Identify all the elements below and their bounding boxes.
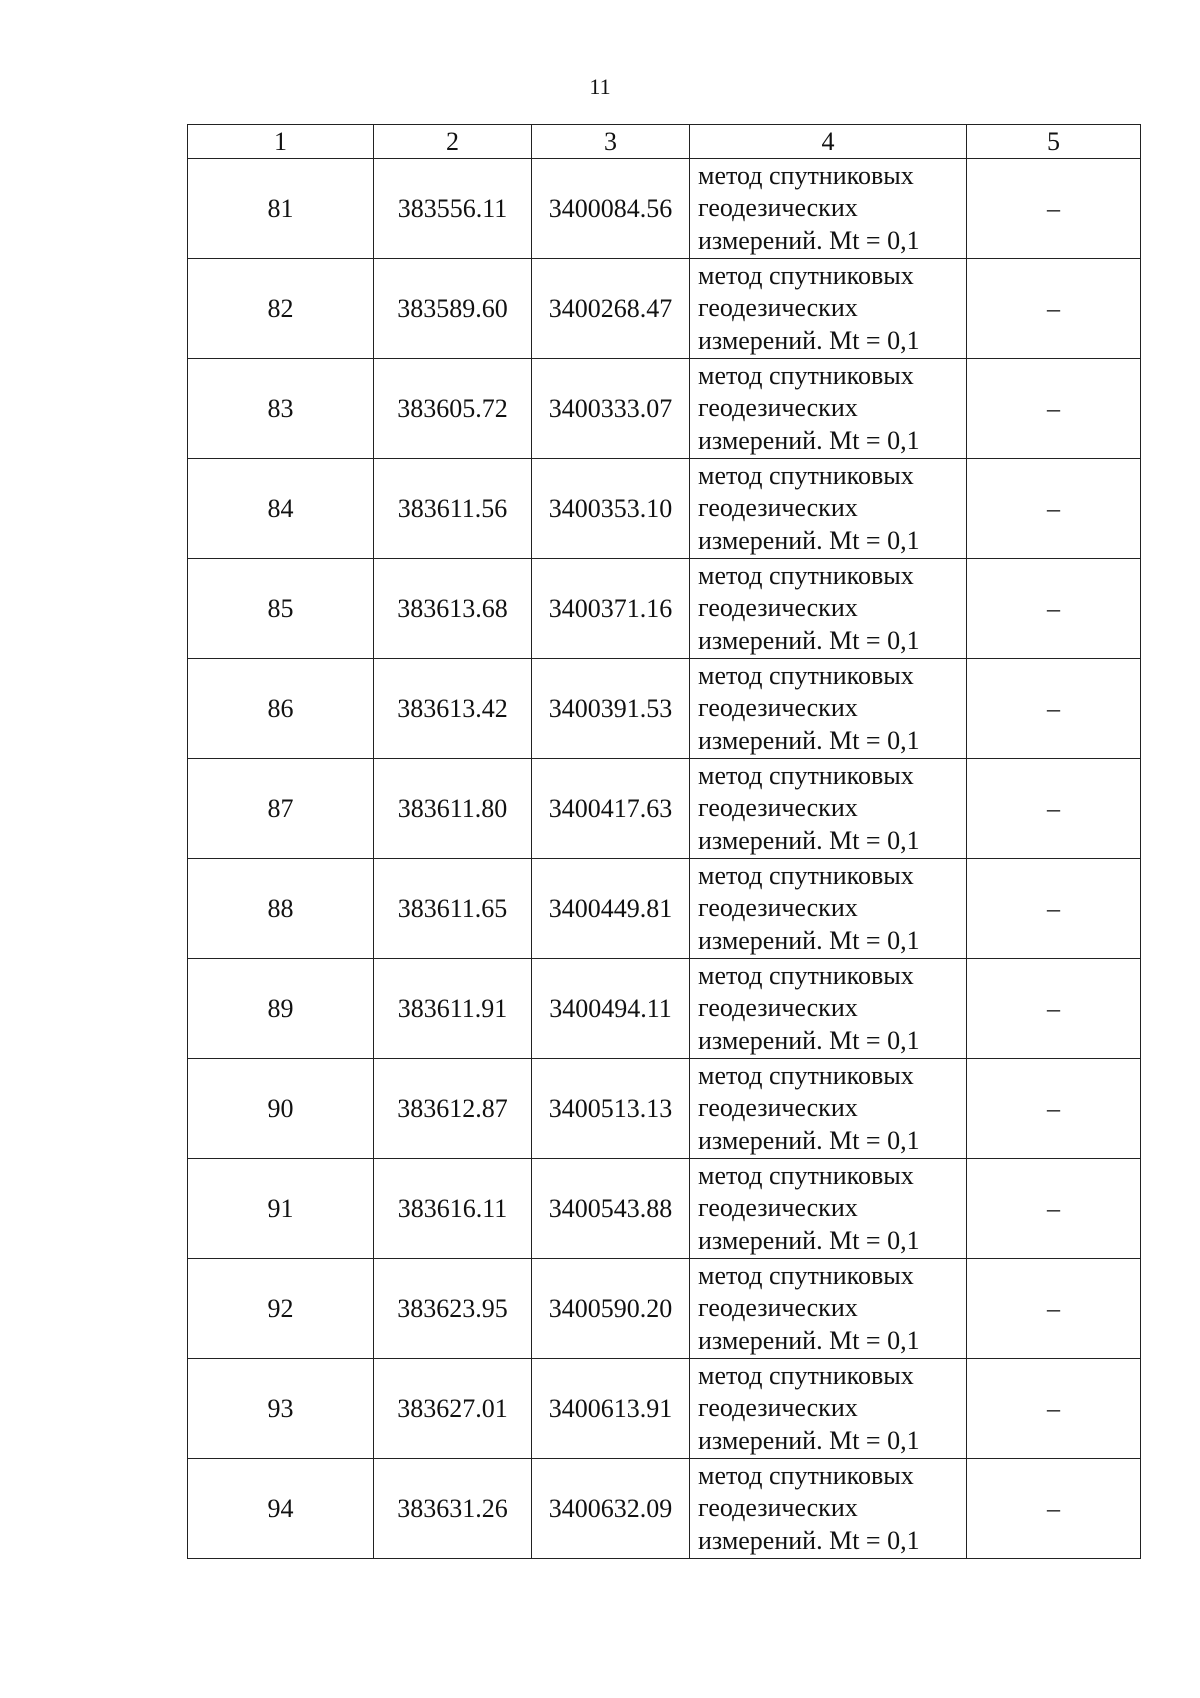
method-description bbox=[690, 659, 967, 759]
method-line-2: геодезических bbox=[698, 993, 858, 1023]
note: – bbox=[967, 1259, 1141, 1359]
note: – bbox=[967, 859, 1141, 959]
method-description bbox=[690, 459, 967, 559]
method-line-2: геодезических bbox=[698, 793, 858, 823]
method-line-3: измерений. Mt = 0,1 bbox=[698, 225, 920, 255]
coord-x: 383613.68 bbox=[374, 559, 532, 659]
header-col-2: 2 bbox=[374, 125, 532, 159]
coord-y: 3400632.09 bbox=[532, 1459, 690, 1559]
method-description bbox=[690, 159, 967, 259]
point-number: 90 bbox=[188, 1059, 374, 1159]
method-line-2: геодезических bbox=[698, 893, 858, 923]
note: – bbox=[967, 459, 1141, 559]
point-number: 82 bbox=[188, 259, 374, 359]
method-description bbox=[690, 1259, 967, 1359]
table-row bbox=[188, 1359, 1141, 1459]
method-description bbox=[690, 1159, 967, 1259]
method-description bbox=[690, 859, 967, 959]
method-description bbox=[690, 359, 967, 459]
method-line-2: геодезических bbox=[698, 293, 858, 323]
method-line-2: геодезических bbox=[698, 193, 858, 223]
note: – bbox=[967, 359, 1141, 459]
method-line-3: измерений. Mt = 0,1 bbox=[698, 825, 920, 855]
method-line-3: измерений. Mt = 0,1 bbox=[698, 1225, 920, 1255]
coord-y: 3400449.81 bbox=[532, 859, 690, 959]
note: – bbox=[967, 559, 1141, 659]
point-number: 84 bbox=[188, 459, 374, 559]
header-col-1: 1 bbox=[188, 125, 374, 159]
method-description bbox=[690, 559, 967, 659]
table-row bbox=[188, 1059, 1141, 1159]
coord-x: 383589.60 bbox=[374, 259, 532, 359]
method-line-2: геодезических bbox=[698, 1093, 858, 1123]
method-description bbox=[690, 959, 967, 1059]
table-row bbox=[188, 1259, 1141, 1359]
table-body bbox=[188, 159, 1141, 1559]
coord-y: 3400333.07 bbox=[532, 359, 690, 459]
method-line-2: геодезических bbox=[698, 1393, 858, 1423]
method-description bbox=[690, 1359, 967, 1459]
method-line-1: метод спутниковых bbox=[698, 1360, 914, 1390]
note: – bbox=[967, 159, 1141, 259]
note: – bbox=[967, 959, 1141, 1059]
method-line-3: измерений. Mt = 0,1 bbox=[698, 1125, 920, 1155]
table-header bbox=[188, 125, 1141, 159]
method-line-1: метод спутниковых bbox=[698, 660, 914, 690]
point-number: 86 bbox=[188, 659, 374, 759]
method-line-2: геодезических bbox=[698, 1493, 858, 1523]
coord-x: 383631.26 bbox=[374, 1459, 532, 1559]
header-col-5: 5 bbox=[967, 125, 1141, 159]
table-row bbox=[188, 1159, 1141, 1259]
coord-x: 383612.87 bbox=[374, 1059, 532, 1159]
method-line-1: метод спутниковых bbox=[698, 1460, 914, 1490]
method-line-3: измерений. Mt = 0,1 bbox=[698, 1525, 920, 1555]
header-col-4: 4 bbox=[690, 125, 967, 159]
method-line-2: геодезических bbox=[698, 593, 858, 623]
table-row bbox=[188, 659, 1141, 759]
coordinates-table bbox=[187, 124, 1141, 1559]
point-number: 85 bbox=[188, 559, 374, 659]
method-line-1: метод спутниковых bbox=[698, 460, 914, 490]
table-row bbox=[188, 559, 1141, 659]
table-row bbox=[188, 759, 1141, 859]
method-line-2: геодезических bbox=[698, 493, 858, 523]
coord-x: 383623.95 bbox=[374, 1259, 532, 1359]
coord-y: 3400590.20 bbox=[532, 1259, 690, 1359]
coord-x: 383627.01 bbox=[374, 1359, 532, 1459]
method-line-2: геодезических bbox=[698, 1293, 858, 1323]
table-row bbox=[188, 259, 1141, 359]
method-line-3: измерений. Mt = 0,1 bbox=[698, 1325, 920, 1355]
table-row bbox=[188, 359, 1141, 459]
method-line-1: метод спутниковых bbox=[698, 860, 914, 890]
table-row bbox=[188, 459, 1141, 559]
method-line-1: метод спутниковых bbox=[698, 1160, 914, 1190]
method-line-2: геодезических bbox=[698, 1193, 858, 1223]
method-line-3: измерений. Mt = 0,1 bbox=[698, 925, 920, 955]
coord-x: 383605.72 bbox=[374, 359, 532, 459]
method-line-2: геодезических bbox=[698, 393, 858, 423]
method-line-2: геодезических bbox=[698, 693, 858, 723]
point-number: 83 bbox=[188, 359, 374, 459]
method-line-1: метод спутниковых bbox=[698, 160, 914, 190]
note: – bbox=[967, 1459, 1141, 1559]
point-number: 94 bbox=[188, 1459, 374, 1559]
method-line-1: метод спутниковых bbox=[698, 1060, 914, 1090]
method-line-1: метод спутниковых bbox=[698, 560, 914, 590]
method-description bbox=[690, 259, 967, 359]
note: – bbox=[967, 1159, 1141, 1259]
note: – bbox=[967, 759, 1141, 859]
point-number: 91 bbox=[188, 1159, 374, 1259]
coord-x: 383613.42 bbox=[374, 659, 532, 759]
table-row bbox=[188, 959, 1141, 1059]
coord-y: 3400268.47 bbox=[532, 259, 690, 359]
method-line-1: метод спутниковых bbox=[698, 760, 914, 790]
note: – bbox=[967, 1359, 1141, 1459]
point-number: 87 bbox=[188, 759, 374, 859]
method-line-3: измерений. Mt = 0,1 bbox=[698, 1025, 920, 1055]
point-number: 93 bbox=[188, 1359, 374, 1459]
page-number: 11 bbox=[589, 74, 611, 99]
coord-y: 3400371.16 bbox=[532, 559, 690, 659]
note: – bbox=[967, 259, 1141, 359]
point-number: 92 bbox=[188, 1259, 374, 1359]
method-line-3: измерений. Mt = 0,1 bbox=[698, 625, 920, 655]
method-line-3: измерений. Mt = 0,1 bbox=[698, 425, 920, 455]
coord-x: 383611.56 bbox=[374, 459, 532, 559]
coord-y: 3400494.11 bbox=[532, 959, 690, 1059]
coord-y: 3400353.10 bbox=[532, 459, 690, 559]
table-row bbox=[188, 859, 1141, 959]
coord-x: 383616.11 bbox=[374, 1159, 532, 1259]
point-number: 89 bbox=[188, 959, 374, 1059]
method-line-1: метод спутниковых bbox=[698, 960, 914, 990]
method-line-3: измерений. Mt = 0,1 bbox=[698, 725, 920, 755]
method-line-3: измерений. Mt = 0,1 bbox=[698, 1425, 920, 1455]
header-row bbox=[188, 125, 1141, 159]
point-number: 88 bbox=[188, 859, 374, 959]
coord-y: 3400084.56 bbox=[532, 159, 690, 259]
method-line-3: измерений. Mt = 0,1 bbox=[698, 325, 920, 355]
coord-y: 3400391.53 bbox=[532, 659, 690, 759]
coord-y: 3400613.91 bbox=[532, 1359, 690, 1459]
coord-x: 383556.11 bbox=[374, 159, 532, 259]
coord-x: 383611.80 bbox=[374, 759, 532, 859]
table-row bbox=[188, 1459, 1141, 1559]
coord-x: 383611.91 bbox=[374, 959, 532, 1059]
point-number: 81 bbox=[188, 159, 374, 259]
method-description bbox=[690, 1459, 967, 1559]
coord-y: 3400513.13 bbox=[532, 1059, 690, 1159]
method-line-1: метод спутниковых bbox=[698, 360, 914, 390]
coord-y: 3400543.88 bbox=[532, 1159, 690, 1259]
note: – bbox=[967, 659, 1141, 759]
coord-y: 3400417.63 bbox=[532, 759, 690, 859]
method-description bbox=[690, 759, 967, 859]
method-line-3: измерений. Mt = 0,1 bbox=[698, 525, 920, 555]
method-description bbox=[690, 1059, 967, 1159]
table-row bbox=[188, 159, 1141, 259]
header-col-3: 3 bbox=[532, 125, 690, 159]
method-line-1: метод спутниковых bbox=[698, 1260, 914, 1290]
note: – bbox=[967, 1059, 1141, 1159]
method-line-1: метод спутниковых bbox=[698, 260, 914, 290]
coord-x: 383611.65 bbox=[374, 859, 532, 959]
